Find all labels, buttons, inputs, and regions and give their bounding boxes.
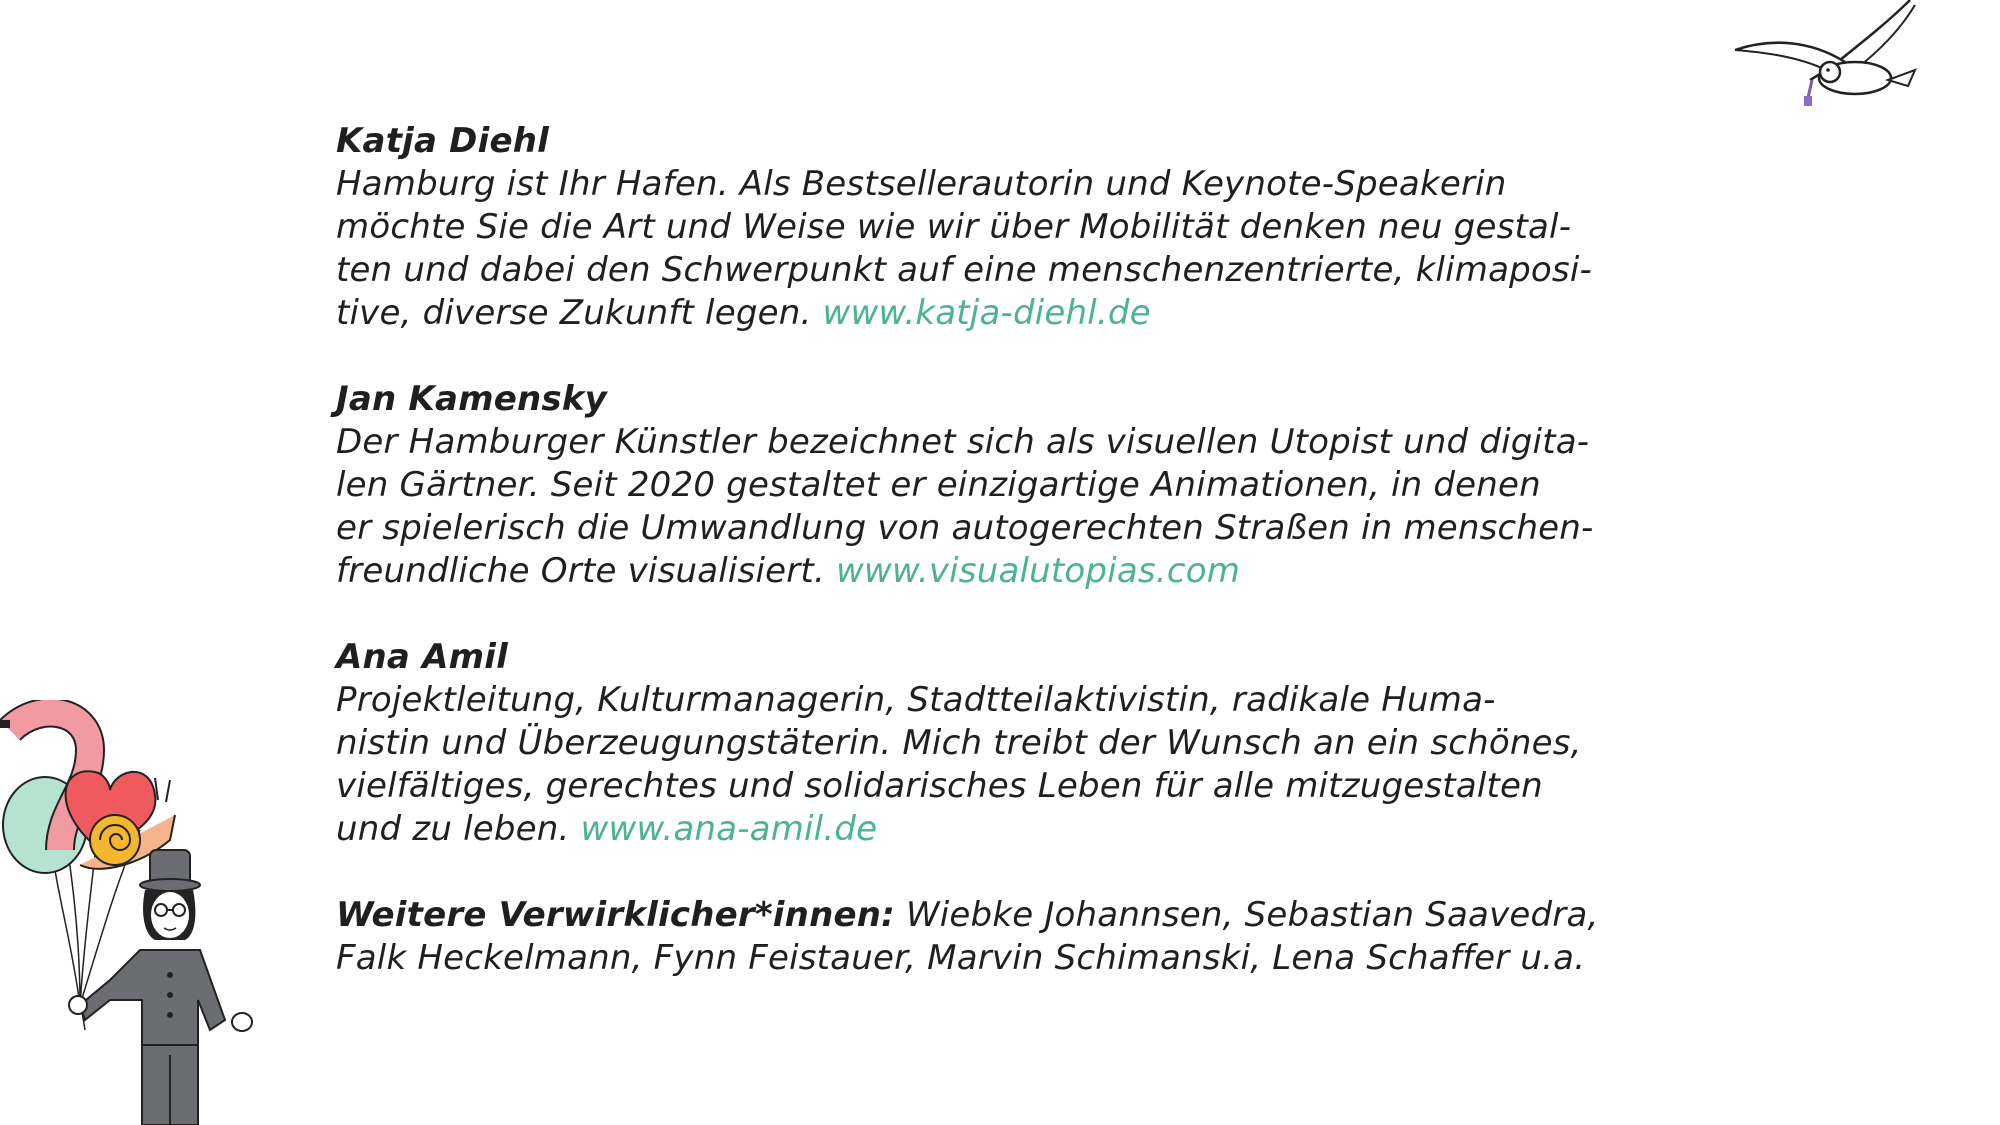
bio-line: Der Hamburger Künstler bezeichnet sich als visuellen Utopist und digita- [336, 422, 1590, 462]
man-with-balloons-illustration [0, 700, 270, 1125]
seagull-illustration [1730, 0, 1930, 120]
person-name: Jan Kamensky [336, 379, 608, 419]
bio-line: len Gärtner. Seit 2020 gestaltet er einzigartige Animationen, in denen [336, 465, 1541, 505]
bio-line: möchte Sie die Art und Weise wie wir über Mobilität denken neu gestal- [336, 207, 1572, 247]
bio-line: vielfältiges, gerechtes und solidarisches Leben für alle mitzugestalten [336, 766, 1543, 806]
website-link[interactable]: www.katja-diehl.de [822, 293, 1151, 333]
person-name: Katja Diehl [336, 121, 549, 161]
website-link[interactable]: www.visualutopias.com [835, 551, 1241, 591]
bio-line: Projektleitung, Kulturmanagerin, Stadtteilaktivistin, radikale Huma- [336, 680, 1496, 720]
person-name: Ana Amil [336, 637, 508, 677]
bio-line: ten und dabei den Schwerpunkt auf eine menschenzentrierte, klimaposi- [336, 250, 1592, 290]
bio-line: nistin und Überzeugungstäterin. Mich treibt der Wunsch an ein schönes, [336, 723, 1582, 763]
bio-last-line [336, 550, 1696, 593]
contributors-list: Wiebke Johannsen, Sebastian Saavedra, [905, 895, 1599, 935]
contributors-list: Falk Heckelmann, Fynn Feistauer, Marvin Schimanski, Lena Schaffer u.a. [336, 938, 1586, 978]
bio-line: und zu leben. [336, 809, 570, 849]
person-jan-kamensky [336, 378, 1696, 593]
bio-line: tive, diverse Zukunft legen. [336, 293, 812, 333]
more-contributors [336, 894, 1696, 980]
more-contributors-label: Weitere Verwirklicher*innen: [336, 895, 895, 935]
bio-line: freundliche Orte visualisiert. [336, 551, 825, 591]
bio-line: Hamburg ist Ihr Hafen. Als Bestsellerautorin und Keynote-Speakerin [336, 164, 1507, 204]
person-katja-diehl [336, 120, 1696, 335]
website-link[interactable]: www.ana-amil.de [580, 809, 878, 849]
person-ana-amil [336, 636, 1696, 851]
bio-line: er spielerisch die Umwandlung von autogerechten Straßen in menschen- [336, 508, 1594, 548]
bio-last-line [336, 292, 1696, 335]
bio-last-line [336, 808, 1696, 851]
speaker-bios [336, 120, 1696, 1023]
